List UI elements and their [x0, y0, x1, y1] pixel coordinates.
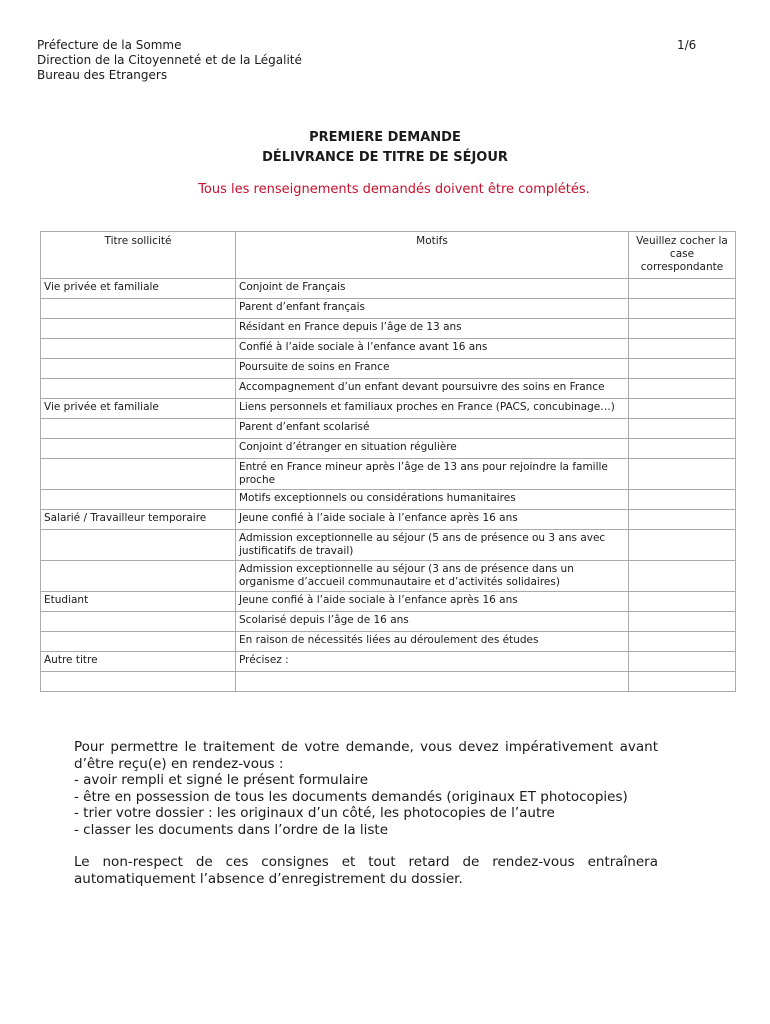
- table-row: [41, 652, 736, 672]
- titre-cell: [41, 561, 236, 592]
- table-row: [41, 632, 736, 652]
- titre-cell: [41, 319, 236, 339]
- page-number: 1/6: [677, 38, 697, 52]
- motif-cell: Confié à l’aide sociale à l’enfance avant 16 ans: [236, 339, 629, 359]
- motif-cell: Motifs exceptionnels ou considérations humanitaires: [236, 490, 629, 510]
- checkbox-cell[interactable]: [629, 299, 736, 319]
- titre-cell: Vie privée et familiale: [41, 399, 236, 419]
- table-row: [41, 379, 736, 399]
- document-title: PREMIERE DEMANDE: [309, 130, 461, 145]
- table-row: [41, 672, 736, 692]
- column-header-check: Veuillez cocher la case correspondante: [629, 232, 736, 279]
- checkbox-cell[interactable]: [629, 359, 736, 379]
- motif-cell: Accompagnement d’un enfant devant poursuivre des soins en France: [236, 379, 629, 399]
- titre-cell: [41, 299, 236, 319]
- table-row: [41, 419, 736, 439]
- checkbox-cell[interactable]: [629, 490, 736, 510]
- titre-cell: [41, 339, 236, 359]
- table-row: [41, 612, 736, 632]
- motif-cell: En raison de nécessités liées au déroulement des études: [236, 632, 629, 652]
- titre-cell: Vie privée et familiale: [41, 279, 236, 299]
- instruction-item: - avoir rempli et signé le présent formulaire: [74, 772, 369, 788]
- titre-cell: Autre titre: [41, 652, 236, 672]
- instructions-intro: Pour permettre le traitement de votre demande, vous devez impérativement avant d’être reçu(e) en rendez-vous :: [74, 739, 658, 772]
- table-row: [41, 459, 736, 490]
- titre-cell: Salarié / Travailleur temporaire: [41, 510, 236, 530]
- checkbox-cell[interactable]: [629, 379, 736, 399]
- titre-cell: [41, 672, 236, 692]
- checkbox-cell[interactable]: [629, 652, 736, 672]
- instructions-warning: Le non-respect de ces consignes et tout retard de rendez-vous entraînera automatiquement l’absence d’enregistrement du dossier.: [74, 854, 658, 887]
- request-table: [40, 231, 736, 692]
- motif-cell: Résidant en France depuis l’âge de 13 ans: [236, 319, 629, 339]
- table-row: [41, 279, 736, 299]
- table-row: [41, 510, 736, 530]
- motif-cell: Entré en France mineur après l’âge de 13 ans pour rejoindre la famille proche: [236, 459, 629, 490]
- titre-cell: [41, 359, 236, 379]
- checkbox-cell[interactable]: [629, 399, 736, 419]
- motif-cell: Parent d’enfant scolarisé: [236, 419, 629, 439]
- motif-cell: Parent d’enfant français: [236, 299, 629, 319]
- motif-cell: Conjoint de Français: [236, 279, 629, 299]
- table-row: [41, 399, 736, 419]
- checkbox-cell[interactable]: [629, 612, 736, 632]
- titre-cell: [41, 490, 236, 510]
- header-bureau: Bureau des Etrangers: [37, 68, 168, 82]
- checkbox-cell[interactable]: [629, 530, 736, 561]
- checkbox-cell[interactable]: [629, 561, 736, 592]
- header-direction: Direction de la Citoyenneté et de la Légalité: [37, 53, 302, 67]
- completion-notice: Tous les renseignements demandés doivent être complétés.: [198, 182, 590, 197]
- titre-cell: [41, 459, 236, 490]
- titre-cell: Etudiant: [41, 592, 236, 612]
- motif-cell: Précisez :: [236, 652, 629, 672]
- table-row: [41, 339, 736, 359]
- checkbox-cell[interactable]: [629, 672, 736, 692]
- titre-cell: [41, 632, 236, 652]
- instructions-block: [74, 739, 658, 887]
- checkbox-cell[interactable]: [629, 632, 736, 652]
- table-row: [41, 490, 736, 510]
- checkbox-cell[interactable]: [629, 319, 736, 339]
- motif-cell: Scolarisé depuis l’âge de 16 ans: [236, 612, 629, 632]
- table-row: [41, 299, 736, 319]
- titre-cell: [41, 439, 236, 459]
- header-prefecture: Préfecture de la Somme: [37, 38, 182, 52]
- column-header-titre: Titre sollicité: [41, 232, 236, 279]
- column-header-motifs: Motifs: [236, 232, 629, 279]
- motif-cell: Admission exceptionnelle au séjour (5 ans de présence ou 3 ans avec justificatifs de travail): [236, 530, 629, 561]
- motif-cell: [236, 672, 629, 692]
- table-row: [41, 319, 736, 339]
- checkbox-cell[interactable]: [629, 459, 736, 490]
- motif-cell: Liens personnels et familiaux proches en France (PACS, concubinage…): [236, 399, 629, 419]
- motif-cell: Jeune confié à l’aide sociale à l’enfance après 16 ans: [236, 510, 629, 530]
- instruction-item: - être en possession de tous les documents demandés (originaux ET photocopies): [74, 788, 628, 805]
- issuer-header: [37, 38, 302, 83]
- checkbox-cell[interactable]: [629, 419, 736, 439]
- motif-cell: Conjoint d’étranger en situation régulière: [236, 439, 629, 459]
- table-row: [41, 359, 736, 379]
- checkbox-cell[interactable]: [629, 339, 736, 359]
- titre-cell: [41, 379, 236, 399]
- motif-cell: Jeune confié à l’aide sociale à l’enfance après 16 ans: [236, 592, 629, 612]
- table-row: [41, 592, 736, 612]
- instruction-item: - classer les documents dans l’ordre de la liste: [74, 821, 389, 838]
- checkbox-cell[interactable]: [629, 592, 736, 612]
- table-row: [41, 561, 736, 592]
- checkbox-cell[interactable]: [629, 439, 736, 459]
- document-subtitle: DÉLIVRANCE DE TITRE DE SÉJOUR: [262, 150, 508, 165]
- titre-cell: [41, 612, 236, 632]
- motif-cell: Admission exceptionnelle au séjour (3 ans de présence dans un organisme d’accueil communautaire et d’activités solidaires): [236, 561, 629, 592]
- motif-cell: Poursuite de soins en France: [236, 359, 629, 379]
- table-row: [41, 530, 736, 561]
- titre-cell: [41, 530, 236, 561]
- table-header-row: [41, 232, 736, 279]
- checkbox-cell[interactable]: [629, 510, 736, 530]
- table-body: [41, 279, 736, 692]
- titre-cell: [41, 419, 236, 439]
- checkbox-cell[interactable]: [629, 279, 736, 299]
- instruction-item: - trier votre dossier : les originaux d’un côté, les photocopies de l’autre: [74, 805, 555, 821]
- table-row: [41, 439, 736, 459]
